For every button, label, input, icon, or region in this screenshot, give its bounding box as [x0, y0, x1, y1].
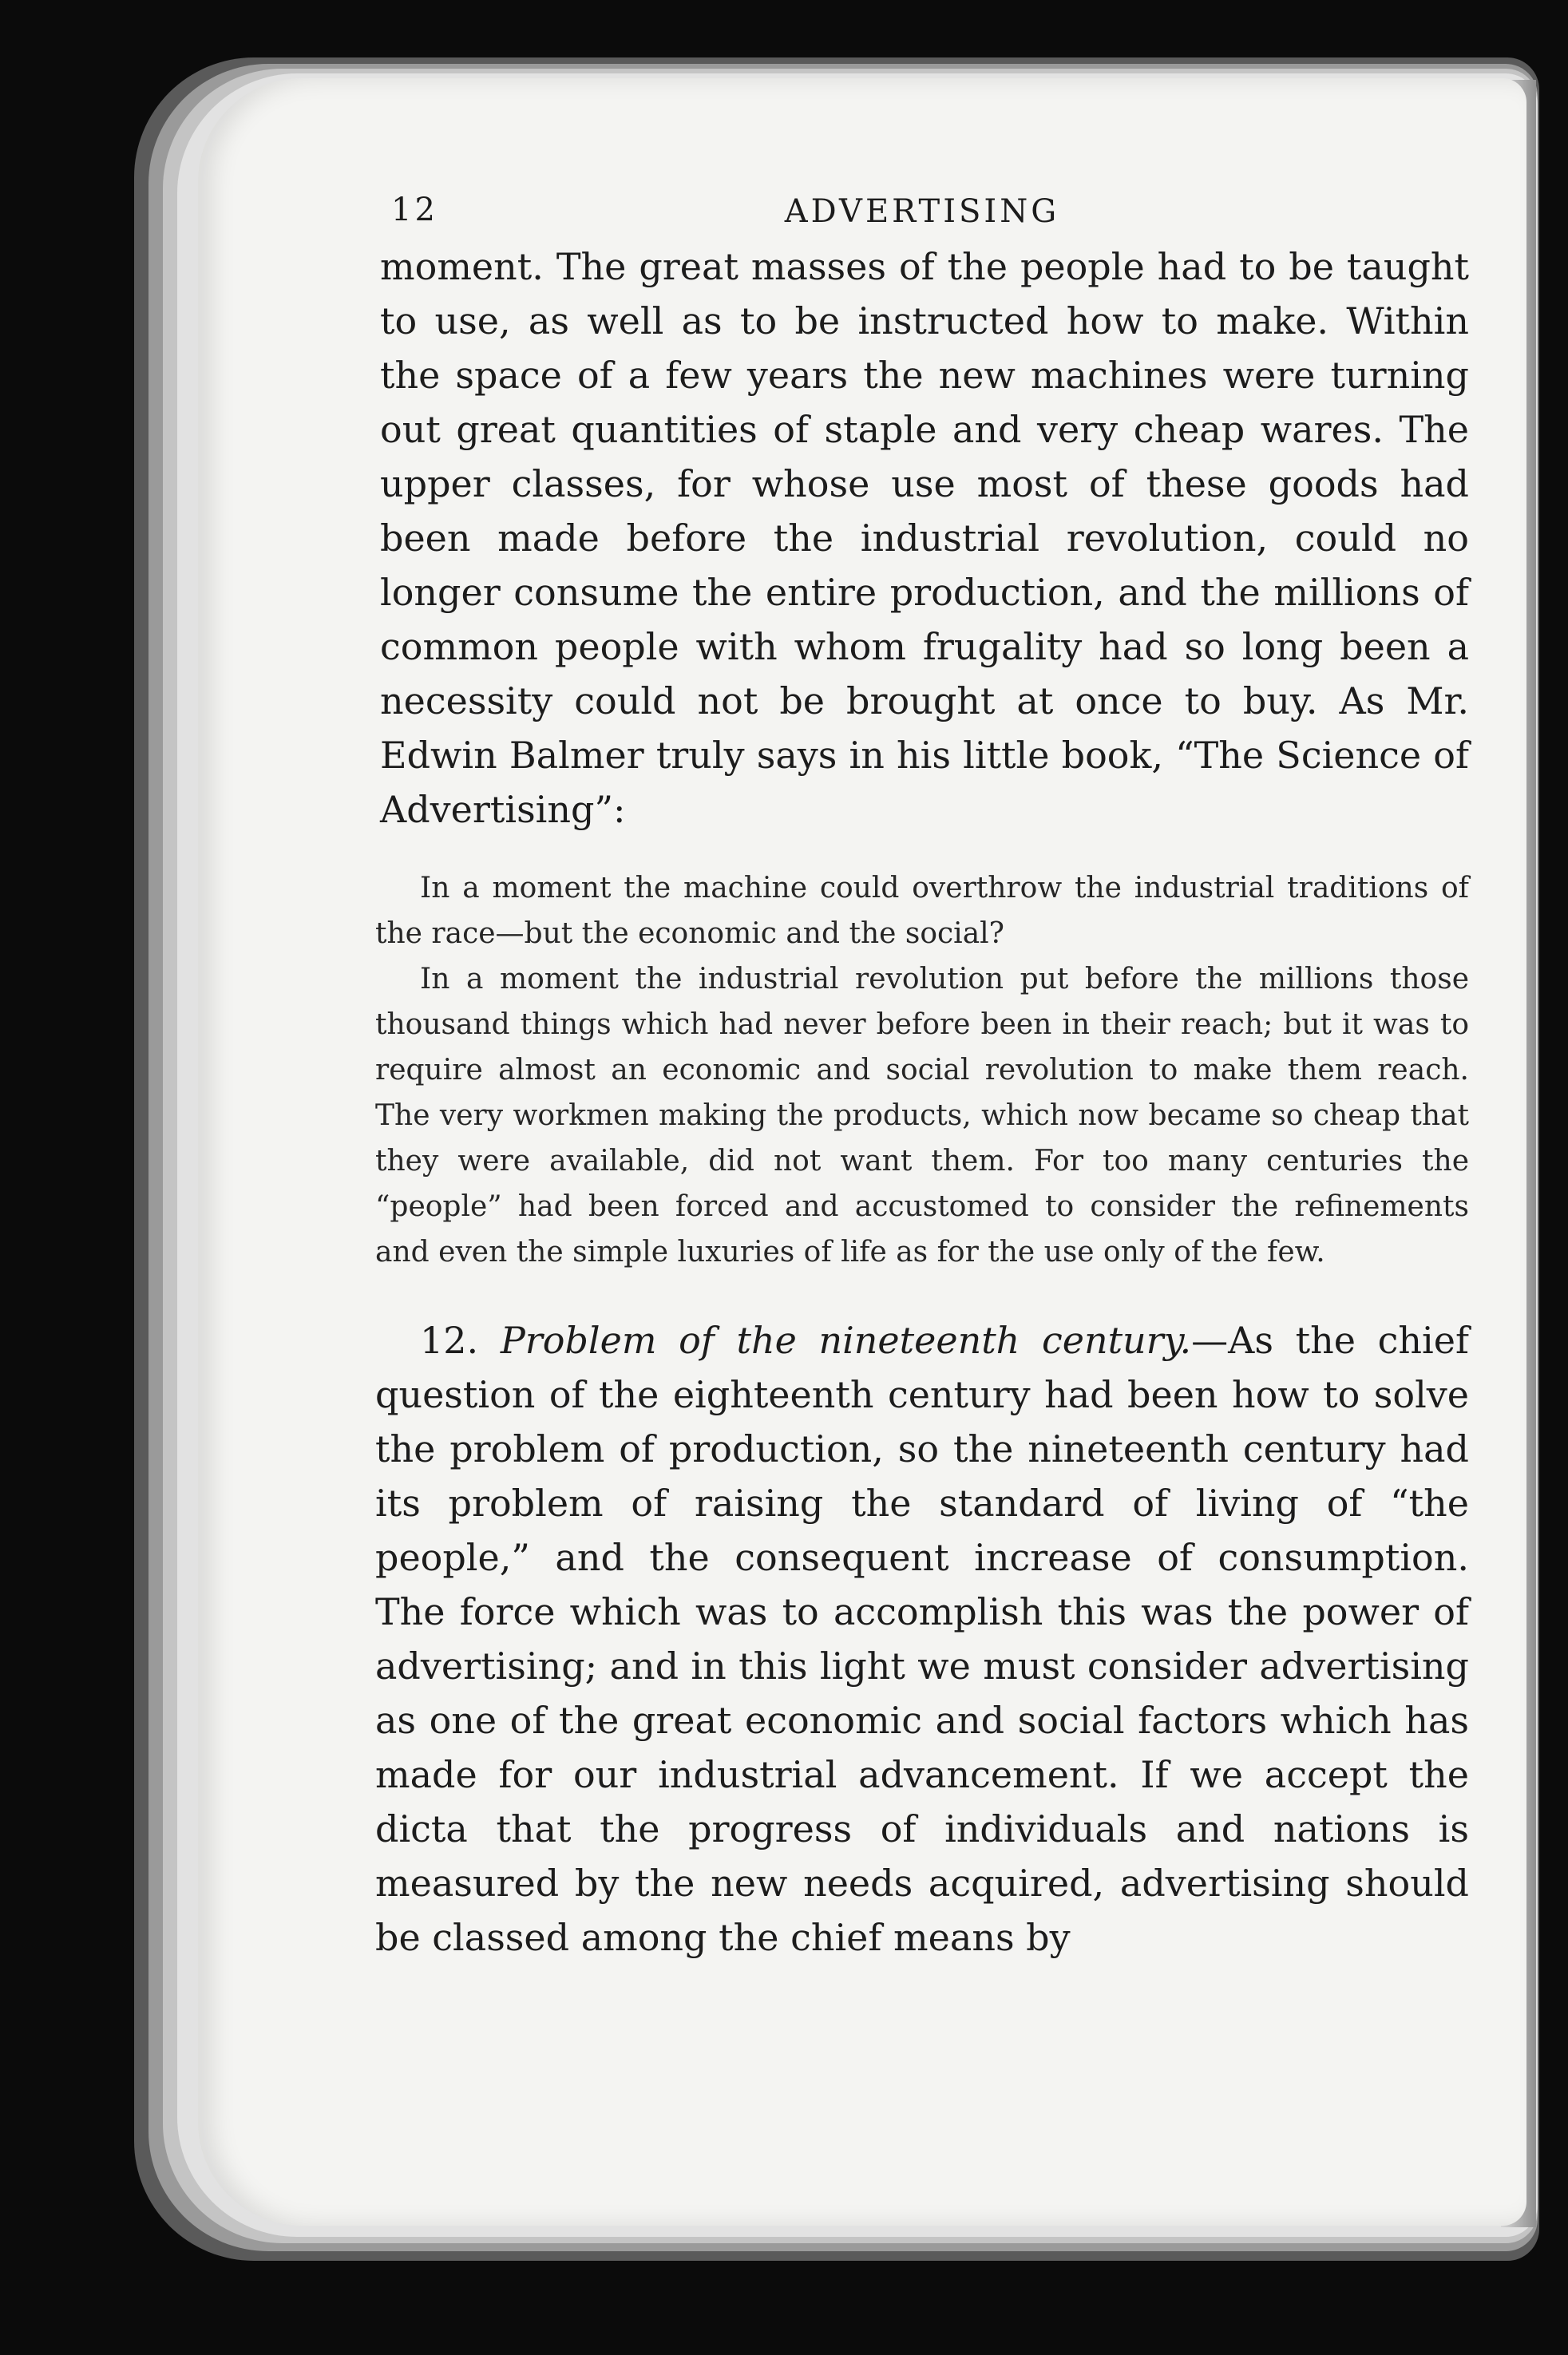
page-text: [375, 184, 1469, 2001]
section-text: —As the chief question of the eighteenth century had been how to solve the problem of production, so the nineteenth century had its problem of raising the standard of living of “the people,” and the consequent increase of consumption. The force which was to accomplish this was the power of advertising; and in this light we must consider advertising as one of the great economic and social factors which has made for our industrial advancement. If we accept the dicta that the progress of individuals and nations is measured by the new needs acquired, advertising should be classed among the chief means by: [375, 1319, 1469, 1959]
running-head: [375, 184, 1469, 239]
section-paragraph: [375, 1313, 1469, 1965]
running-head-title: ADVERTISING: [784, 193, 1060, 230]
page-number: 12: [391, 192, 438, 228]
quote-paragraph: In a moment the industrial revolution put before the millions those thousand things which had never before been in their reach; but it was to require almost an economic and social revolution to make them reach. The very workmen making the products, which now became so cheap that they were available, did not want them. For too many centuries the “people” had been forced and accustomed to consider the refinements and even the simple luxuries of life as for the use only of the few.: [375, 963, 1469, 1269]
body-paragraph: moment. The great masses of the people had to be taught to use, as well as to be instructed how to make. Within the space of a few years the new machines were turning out great quantities of staple and very cheap wares. The upper classes, for whose use most of these goods had been made before the industrial revolution, could no longer consume the entire production, and the millions of common people with whom frugality had so long been a necessity could not be brought at once to buy. As Mr. Edwin Balmer truly says in his little book, “The Science of Advertising”:: [380, 245, 1469, 831]
section-number: 12.: [420, 1319, 479, 1362]
quote-paragraph: In a moment the machine could overthrow the industrial traditions of the race—but the economic and the social?: [375, 872, 1469, 950]
block-quote: [375, 865, 1469, 1275]
section-title: Problem of the nineteenth century.: [500, 1319, 1192, 1362]
